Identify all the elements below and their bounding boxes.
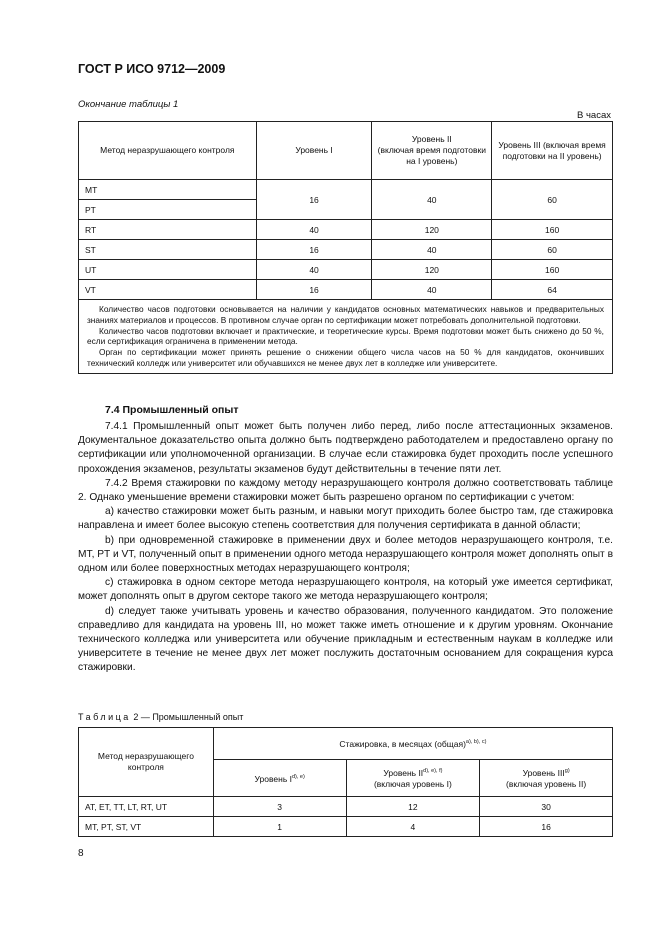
method-cell: PT bbox=[79, 200, 257, 220]
level2-cell: 40 bbox=[372, 240, 492, 260]
level2-cell: 4 bbox=[346, 817, 480, 837]
table-row bbox=[79, 220, 613, 240]
level1-cell: 1 bbox=[213, 817, 346, 837]
level1-cell: 16 bbox=[256, 240, 372, 260]
paragraph: b) при одновременной стажировке в применении двух и более методов неразрушающего контроля, т.е. MT, PT и VT, полученный опыт в применении одного метода неразрушающего контроля может дополнять опыт в одном или более поверхностных методах неразрушающего контроля; bbox=[78, 534, 613, 575]
table-row bbox=[79, 797, 613, 817]
method-cell: UT bbox=[79, 260, 257, 280]
table-note: Орган по сертификации может принять решение о снижении общего числа часов на 50 % для кандидатов, окончивших технический колледж или университет или обучавшихся не менее двух лет в колледже или университете. bbox=[87, 347, 604, 368]
level2-cell: 40 bbox=[372, 280, 492, 300]
level3-cell: 60 bbox=[492, 180, 613, 220]
table-row bbox=[79, 280, 613, 300]
page-number: 8 bbox=[78, 848, 84, 859]
paragraph: c) стажировка в одном секторе метода неразрушающего контроля, на который уже имеется сертификат, может дополнять опыт в другом секторе такого же метода неразрушающего контроля; bbox=[78, 577, 613, 603]
section-title: 7.4 Промышленный опыт bbox=[105, 404, 239, 416]
table-note: Количество часов подготовки включает и практические, и теоретические курсы. Время подготовки может быть снижено до 50 %, если сертификация ограничена в применении метода. bbox=[87, 325, 604, 347]
method-cell: RT bbox=[79, 220, 257, 240]
paragraph: d) следует также учитывать уровень и качество образования, полученного кандидатом. Это положение справедливо для кандидата на уровень III, но может также иметь отношение и к другим уровням. Окончание технического колледжа или университета или обучение прикладным и естественным наукам в колледже или университете в течение не менее двух лет может послужить достаточным основанием для сокращения курса стажировки. bbox=[78, 605, 613, 674]
level2-cell: 40 bbox=[372, 180, 492, 220]
table1-caption: Окончание таблицы 1 bbox=[78, 99, 179, 110]
header-level1: Уровень $I^{d), e)}$ bbox=[213, 760, 346, 797]
header-level2: Уровень $II^{d), e), f)}$ (включая уровень I) bbox=[346, 760, 480, 797]
table2-caption: Таблица 2 — Промышленный опыт bbox=[78, 712, 244, 722]
level3-cell: 160 bbox=[492, 260, 613, 280]
level3-cell: 64 bbox=[492, 280, 613, 300]
level1-cell: 16 bbox=[256, 180, 372, 220]
table-header-row bbox=[79, 728, 613, 760]
header-level1: Уровень I bbox=[256, 122, 372, 180]
header-method: Метод неразрушающего контроля bbox=[79, 728, 214, 797]
level3-cell: 16 bbox=[480, 817, 613, 837]
header-level3: Уровень III (включая время подготовки на II уровень) bbox=[492, 122, 613, 180]
header-method: Метод неразрушающего контроля bbox=[79, 122, 257, 180]
training-hours-table bbox=[78, 121, 613, 374]
method-cell: VT bbox=[79, 280, 257, 300]
table1-unit: В часах bbox=[577, 110, 611, 121]
paragraph: 7.4.2 Время стажировки по каждому методу неразрушающего контроля должно соответствовать таблице 2. Однако уменьшение времени стажировки может быть разрешено органом по сертификации с учетом: bbox=[78, 477, 613, 504]
level3-cell: 30 bbox=[480, 797, 613, 817]
header-level2: Уровень II (включая время подготовки на I уровень) bbox=[372, 122, 492, 180]
level1-cell: 16 bbox=[256, 280, 372, 300]
industrial-experience-table bbox=[78, 727, 613, 837]
level3-cell: 160 bbox=[492, 220, 613, 240]
level2-cell: 120 bbox=[372, 220, 492, 240]
header-level3: Уровень III$^{g)}$ (включая уровень II) bbox=[480, 760, 613, 797]
method-cell: ST bbox=[79, 240, 257, 260]
table-row bbox=[79, 817, 613, 837]
paragraph: 7.4.1 Промышленный опыт может быть получен либо перед, либо после аттестационных экзаменов. Документальное доказательство опыта должно быть подтверждено работодателем и предоставлено органу по сертификации или уполномоченной организации. В случае если стажировка будет проходить после успешного прохождения экзаменов, результаты экзаменов будут действительны в течение пяти лет. bbox=[78, 421, 613, 475]
table-notes-row bbox=[79, 300, 613, 374]
document-header: ГОСТ Р ИСО 9712—2009 bbox=[78, 62, 226, 76]
method-cell: MT, PT, ST, VT bbox=[79, 817, 214, 837]
table-row bbox=[79, 240, 613, 260]
table-notes bbox=[79, 300, 613, 374]
table-note: Количество часов подготовки основывается на наличии у кандидатов основных математических навыков и предварительных знаниях материалов и процессов. В противном случае орган по сертификации может потребовать дополнительной подготовки. bbox=[87, 304, 604, 325]
table-header-row bbox=[79, 122, 613, 180]
table-row bbox=[79, 180, 613, 200]
level1-cell: 3 bbox=[213, 797, 346, 817]
level3-cell: 60 bbox=[492, 240, 613, 260]
paragraph: a) качество стажировки может быть разным, и навыки могут приходить более быстро там, где стажировка направлена и имеет более высокую степень соответствия для получения сертификата в данной области; bbox=[78, 506, 613, 532]
header-group: Стажировка, в месяцах (общая)$^{a), b), c)}$ bbox=[213, 728, 612, 760]
method-cell: MT bbox=[79, 180, 257, 200]
level1-cell: 40 bbox=[256, 220, 372, 240]
method-cell: AT, ET, TT, LT, RT, UT bbox=[79, 797, 214, 817]
level2-cell: 12 bbox=[346, 797, 480, 817]
level1-cell: 40 bbox=[256, 260, 372, 280]
table-row bbox=[79, 260, 613, 280]
level2-cell: 120 bbox=[372, 260, 492, 280]
section-body bbox=[78, 420, 613, 676]
